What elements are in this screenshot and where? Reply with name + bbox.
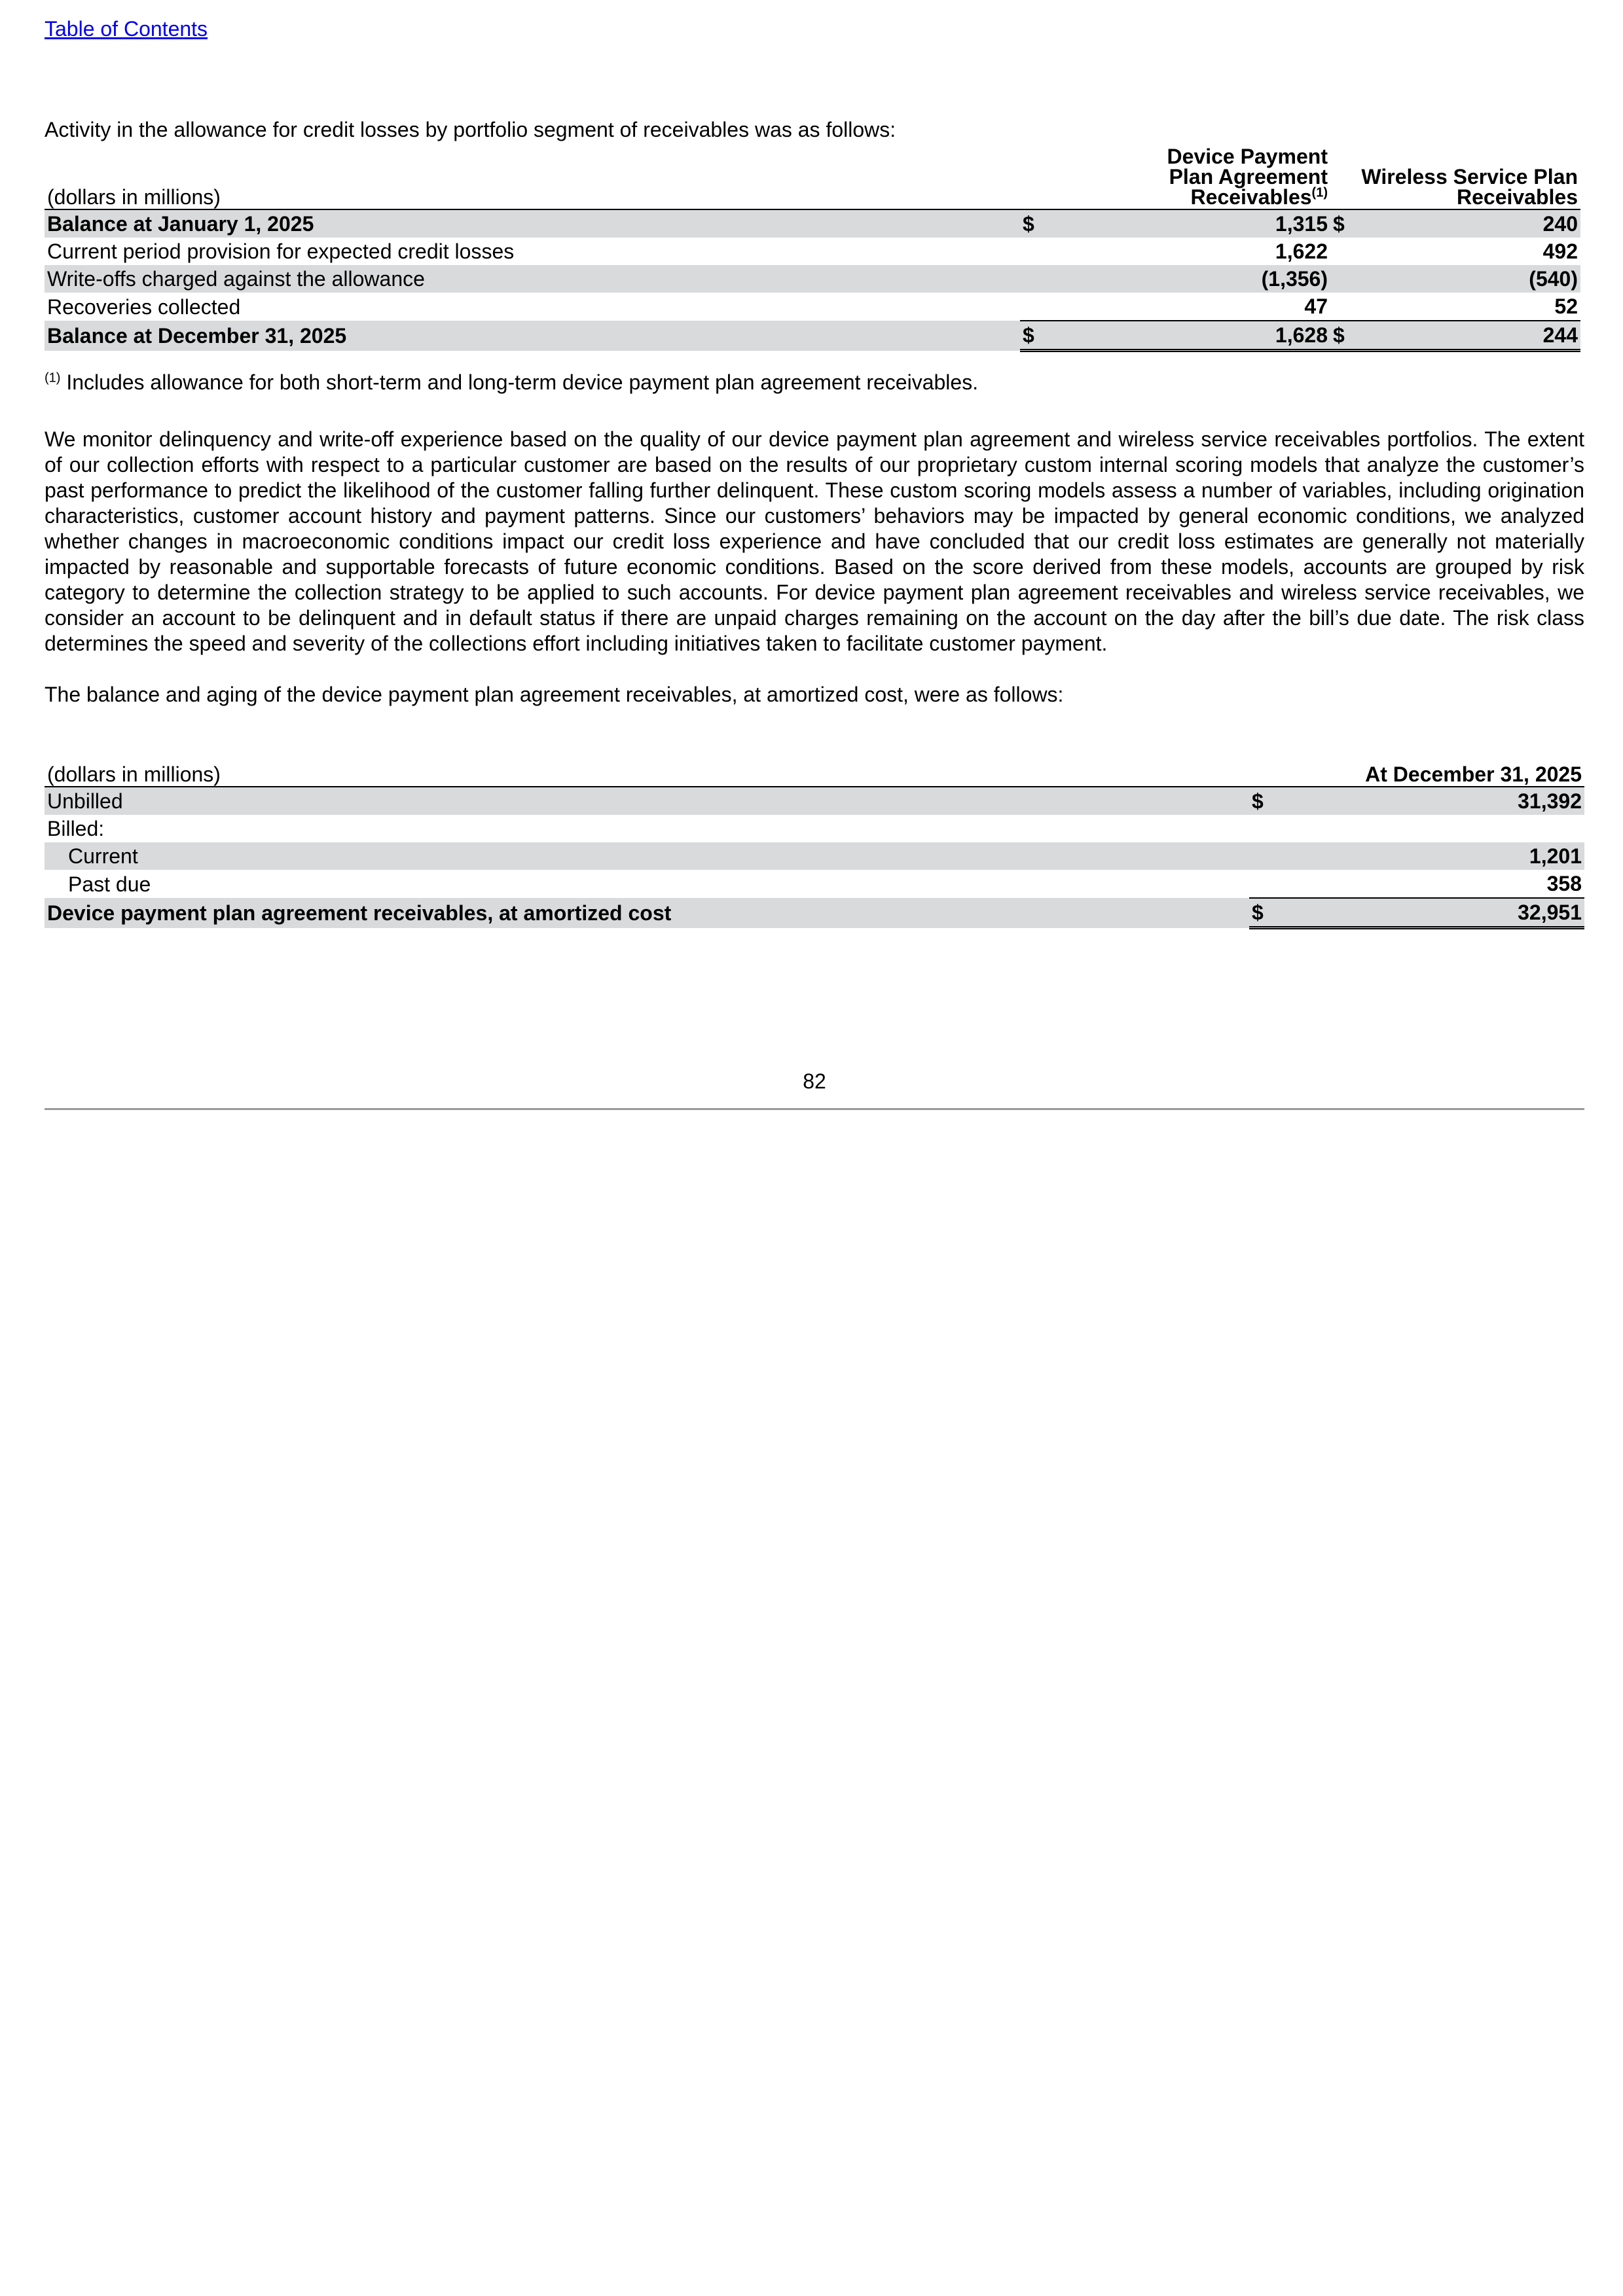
aging-table-header [45, 764, 1584, 787]
aging-intro-text: The balance and aging of the device payment plan agreement receivables, at amortized cost, were as follows: [45, 683, 1064, 706]
allowance-table-header [45, 147, 1580, 209]
table-row: Write-offs charged against the allowance (1,356) (540) [45, 265, 1580, 293]
wireless-service-column-header: Wireless Service Plan Receivables [1357, 147, 1580, 209]
table-of-contents-link[interactable]: Table of Contents [45, 17, 208, 41]
allowance-intro-text: Activity in the allowance for credit losses by portfolio segment of receivables was as follows: [45, 118, 896, 141]
table-row: Past due 358 [68, 872, 1582, 896]
allowance-table [45, 147, 1580, 352]
table-row: Current 1,201 [45, 842, 1584, 870]
device-payment-column-header: Device Payment Plan Agreement Receivables$^{(1)}$ [1046, 147, 1330, 209]
aging-units-label: (dollars in millions) [45, 764, 1249, 787]
footer-divider [45, 1108, 1584, 1110]
aging-table [45, 764, 1584, 929]
delinquency-paragraph: We monitor delinquency and write-off experience based on the quality of our device payment plan agreement and wireless service receivables portfolios. The extent of our collection efforts with respect to a particular customer are based on the results of our proprietary custom internal scoring models that analyze the customer’s past performance to predict the likelihood of the customer falling further delinquent. These custom scoring models assess a number of variables, including origination characteristics, customer account history and payment patterns. Since our customers’ behaviors may be impacted by general economic conditions, we analyzed whether changes in macroeconomic conditions impact our credit loss experience and have concluded that our credit loss estimates are generally not materially impacted by reasonable and supportable forecasts of future economic conditions. Based on the score derived from these models, accounts are grouped by risk category to determine the collection strategy to be applied to such accounts. For device payment plan agreement receivables and wireless service receivables, we consider an account to be delinquent and in default status if there are unpaid charges remaining on the account on the day after the bill’s due date. The risk class determines the speed and severity of the collections effort including initiatives taken to facilitate customer payment. [45, 427, 1584, 655]
table-row: Billed: [47, 817, 105, 840]
table-row: Recoveries collected 47 52 [47, 295, 1578, 319]
aging-column-header: At December 31, 2025 [1275, 764, 1584, 787]
table-row: Unbilled $ 31,392 [45, 787, 1584, 815]
table-row: Balance at January 1, 2025 $ 1,315 $ 240 [45, 209, 1580, 238]
allowance-footnote: $^{(1)}$ Includes allowance for both short-term and long-term device payment plan agreement receivables. [45, 370, 979, 394]
table-row-total: Balance at December 31, 2025 $ 1,628 $ 244 [45, 321, 1580, 351]
table-row: Current period provision for expected credit losses 1,622 492 [47, 240, 1578, 263]
page-number: 82 [803, 1069, 826, 1093]
allowance-units-label: (dollars in millions) [45, 147, 1020, 209]
table-row-total: Device payment plan agreement receivables, at amortized cost $ 32,951 [45, 898, 1584, 928]
